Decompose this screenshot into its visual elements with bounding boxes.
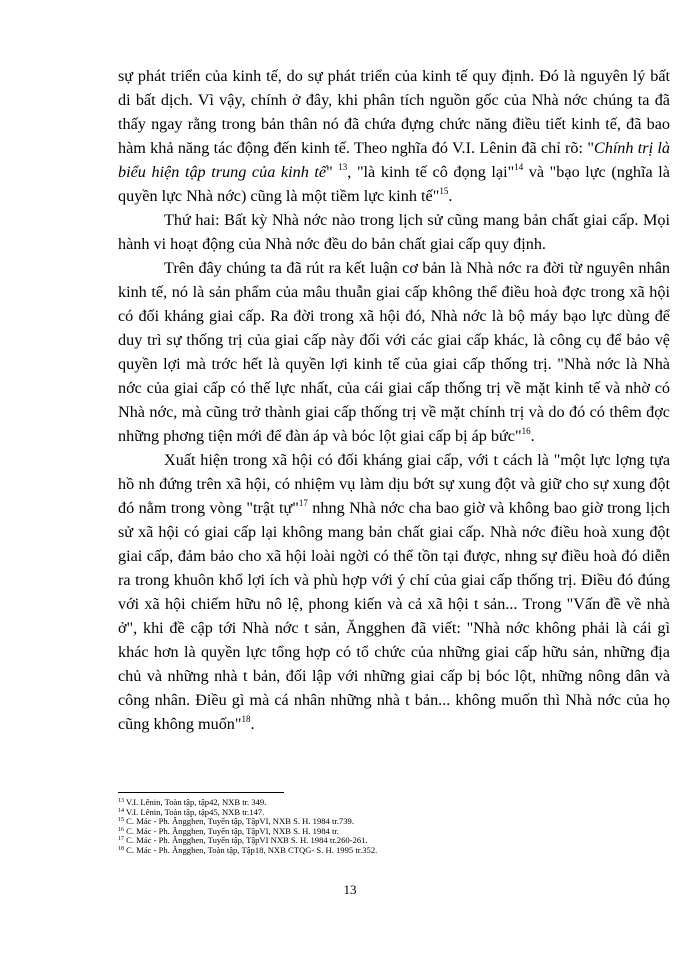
footnote-text: V.I. Lênin, Toàn tập, tập42, NXB tr. 349. [124,797,267,807]
footnote-ref: 13 [338,162,348,172]
footnote-ref: 17 [298,498,308,508]
paragraph [118,64,670,208]
footnote-text: C. Mác - Ph. Ăngghen, Tuyển tập, TậpVI, NXB S. H. 1984 tr. [124,825,339,836]
paragraph [118,208,670,256]
text-run: nhng Nhà nớc cha bao giờ và không bao giờ trong lịch sử xã hội có giai cấp lại không mang bản chất giai cấp. Nhà nớc điều hoà xung đột giai cấp, đảm bảo cho xã hội loài ngời có thể tồn tại được, nhng sự điều hoà đó diễn ra trong khuôn khổ lợi ích và phù hợp với ý chí của giai cấp thống trị. Điều đó đúng với xã hội chiếm hữu nô lệ, phong kiến và cả xã hội t sản... Trong "Vấn đề về nhà ở", khi đề cập tới Nhà nớc t sản, Ăngghen đã viết: "Nhà nớc không phải là cái gì khác hơn là quyền lực tổng hợp có tổ chức của những giai cấp hữu sản, những địa chủ và những nhà t bản, đối lập với những giai cấp bị bóc lột, những nông dân và công nhân. Điều gì mà cá nhân những nhà t bản... không muốn thì Nhà nớc của họ cũng không muốn" [118,499,670,733]
text-run: sự phát triển của kinh tế, do sự phát triển của kinh tế quy định. Đó là nguyên lý bất di bất dịch. Vì vậy, chính ở đây, khi phân tích nguồn gốc của Nhà nớc chúng ta đã thấy ngay rằng trong bản thân nó đã chứa đựng chức năng điều tiết kinh tế, đã bao hàm khả năng tác động đến kinh tế. Theo nghĩa đó V.I. Lênin đã chỉ rõ: " [118,67,670,157]
footnote-number: 16 [118,826,124,833]
text-run: , "là kinh tế cô đọng lại" [347,163,515,181]
footnote-separator [118,792,284,793]
paragraph [118,448,670,736]
text-run: " [326,163,339,181]
text-run: . [250,715,255,733]
footnote-number: 13 [118,798,124,804]
quote-italic: Chính trị là biểu hiện tập trung của kinh tế [118,139,670,181]
footnote-ref: 16 [521,426,531,436]
text-run: . [448,187,453,205]
footnote-number: 14 [118,807,124,814]
footnote-ref: 15 [439,186,449,196]
paragraph [118,256,670,448]
text-run: và "bạo lực (nghĩa là quyền lực Nhà nớc) cũng là một tiềm lực kinh tế" [118,163,670,205]
footnote-number: 18 [118,845,124,852]
text-run: Xuất hiện trong xã hội có đối kháng giai cấp, với t cách là "một lực lợng tựa hồ nh đứng trên xã hội, có nhiệm vụ làm dịu bớt sự xung đột và giữ cho sự xung đột đó nằm trong vòng "trật tự" [118,451,670,517]
footnote-text: C. Mác - Ph. Ăngghen, Tuyển tập, TậpVI, NXB S. H. 1984 tr.739. [124,816,354,827]
footnote-text: V.I. Lênin, Toàn tập, tập45, NXB tr.147. [124,806,265,817]
text-run: . [530,427,535,445]
footnote [118,846,670,856]
footnote-text: C. Mác - Ph. Ăngghen, Toàn tập, Tập18, NXB CTQG- S. H. 1995 tr.352. [124,844,378,855]
footnote-number: 17 [118,836,124,843]
text-run: Trên đây chúng ta đã rút ra kết luận cơ bản là Nhà nớc ra đời từ nguyên nhân kinh tế, nó là sản phẩm của mâu thuẫn giai cấp không thể điều hoà đợc trong xã hội có đối kháng giai cấp. Ra đời trong xã hội đó, Nhà nớc là bộ máy bạo lực dùng để duy trì sự thống trị của giai cấp này đối với các giai cấp khác, là công cụ để bảo vệ quyền lợi mà trớc hết là quyền lợi kinh tế của giai cấp thống trị. "Nhà nớc là Nhà nớc của giai cấp có thế lực nhất, của cái giai cấp thống trị về mặt kinh tế và nhờ có Nhà nớc, mà cũng trở thành giai cấp thống trị về mặt chính trị và do đó có thêm đợc những phơng tiện mới để đàn áp và bóc lột giai cấp bị áp bức" [118,259,670,445]
footnote-text: C. Mác - Ph. Ăngghen, Tuyển tập, TậpVI NXB S. H. 1984 tr.260-261. [124,835,368,846]
text-run: Thứ hai: Bất kỳ Nhà nớc nào trong lịch sử cũng mang bản chất giai cấp. Mọi hành vi hoạt động của Nhà nớc đều do bản chất giai cấp quy định. [118,211,670,253]
footnotes [118,798,670,856]
footnote-ref: 18 [241,714,251,724]
page-number: 13 [343,882,357,897]
body-text [118,64,670,736]
footnote-ref: 14 [514,162,524,172]
footnote-number: 15 [118,817,124,824]
